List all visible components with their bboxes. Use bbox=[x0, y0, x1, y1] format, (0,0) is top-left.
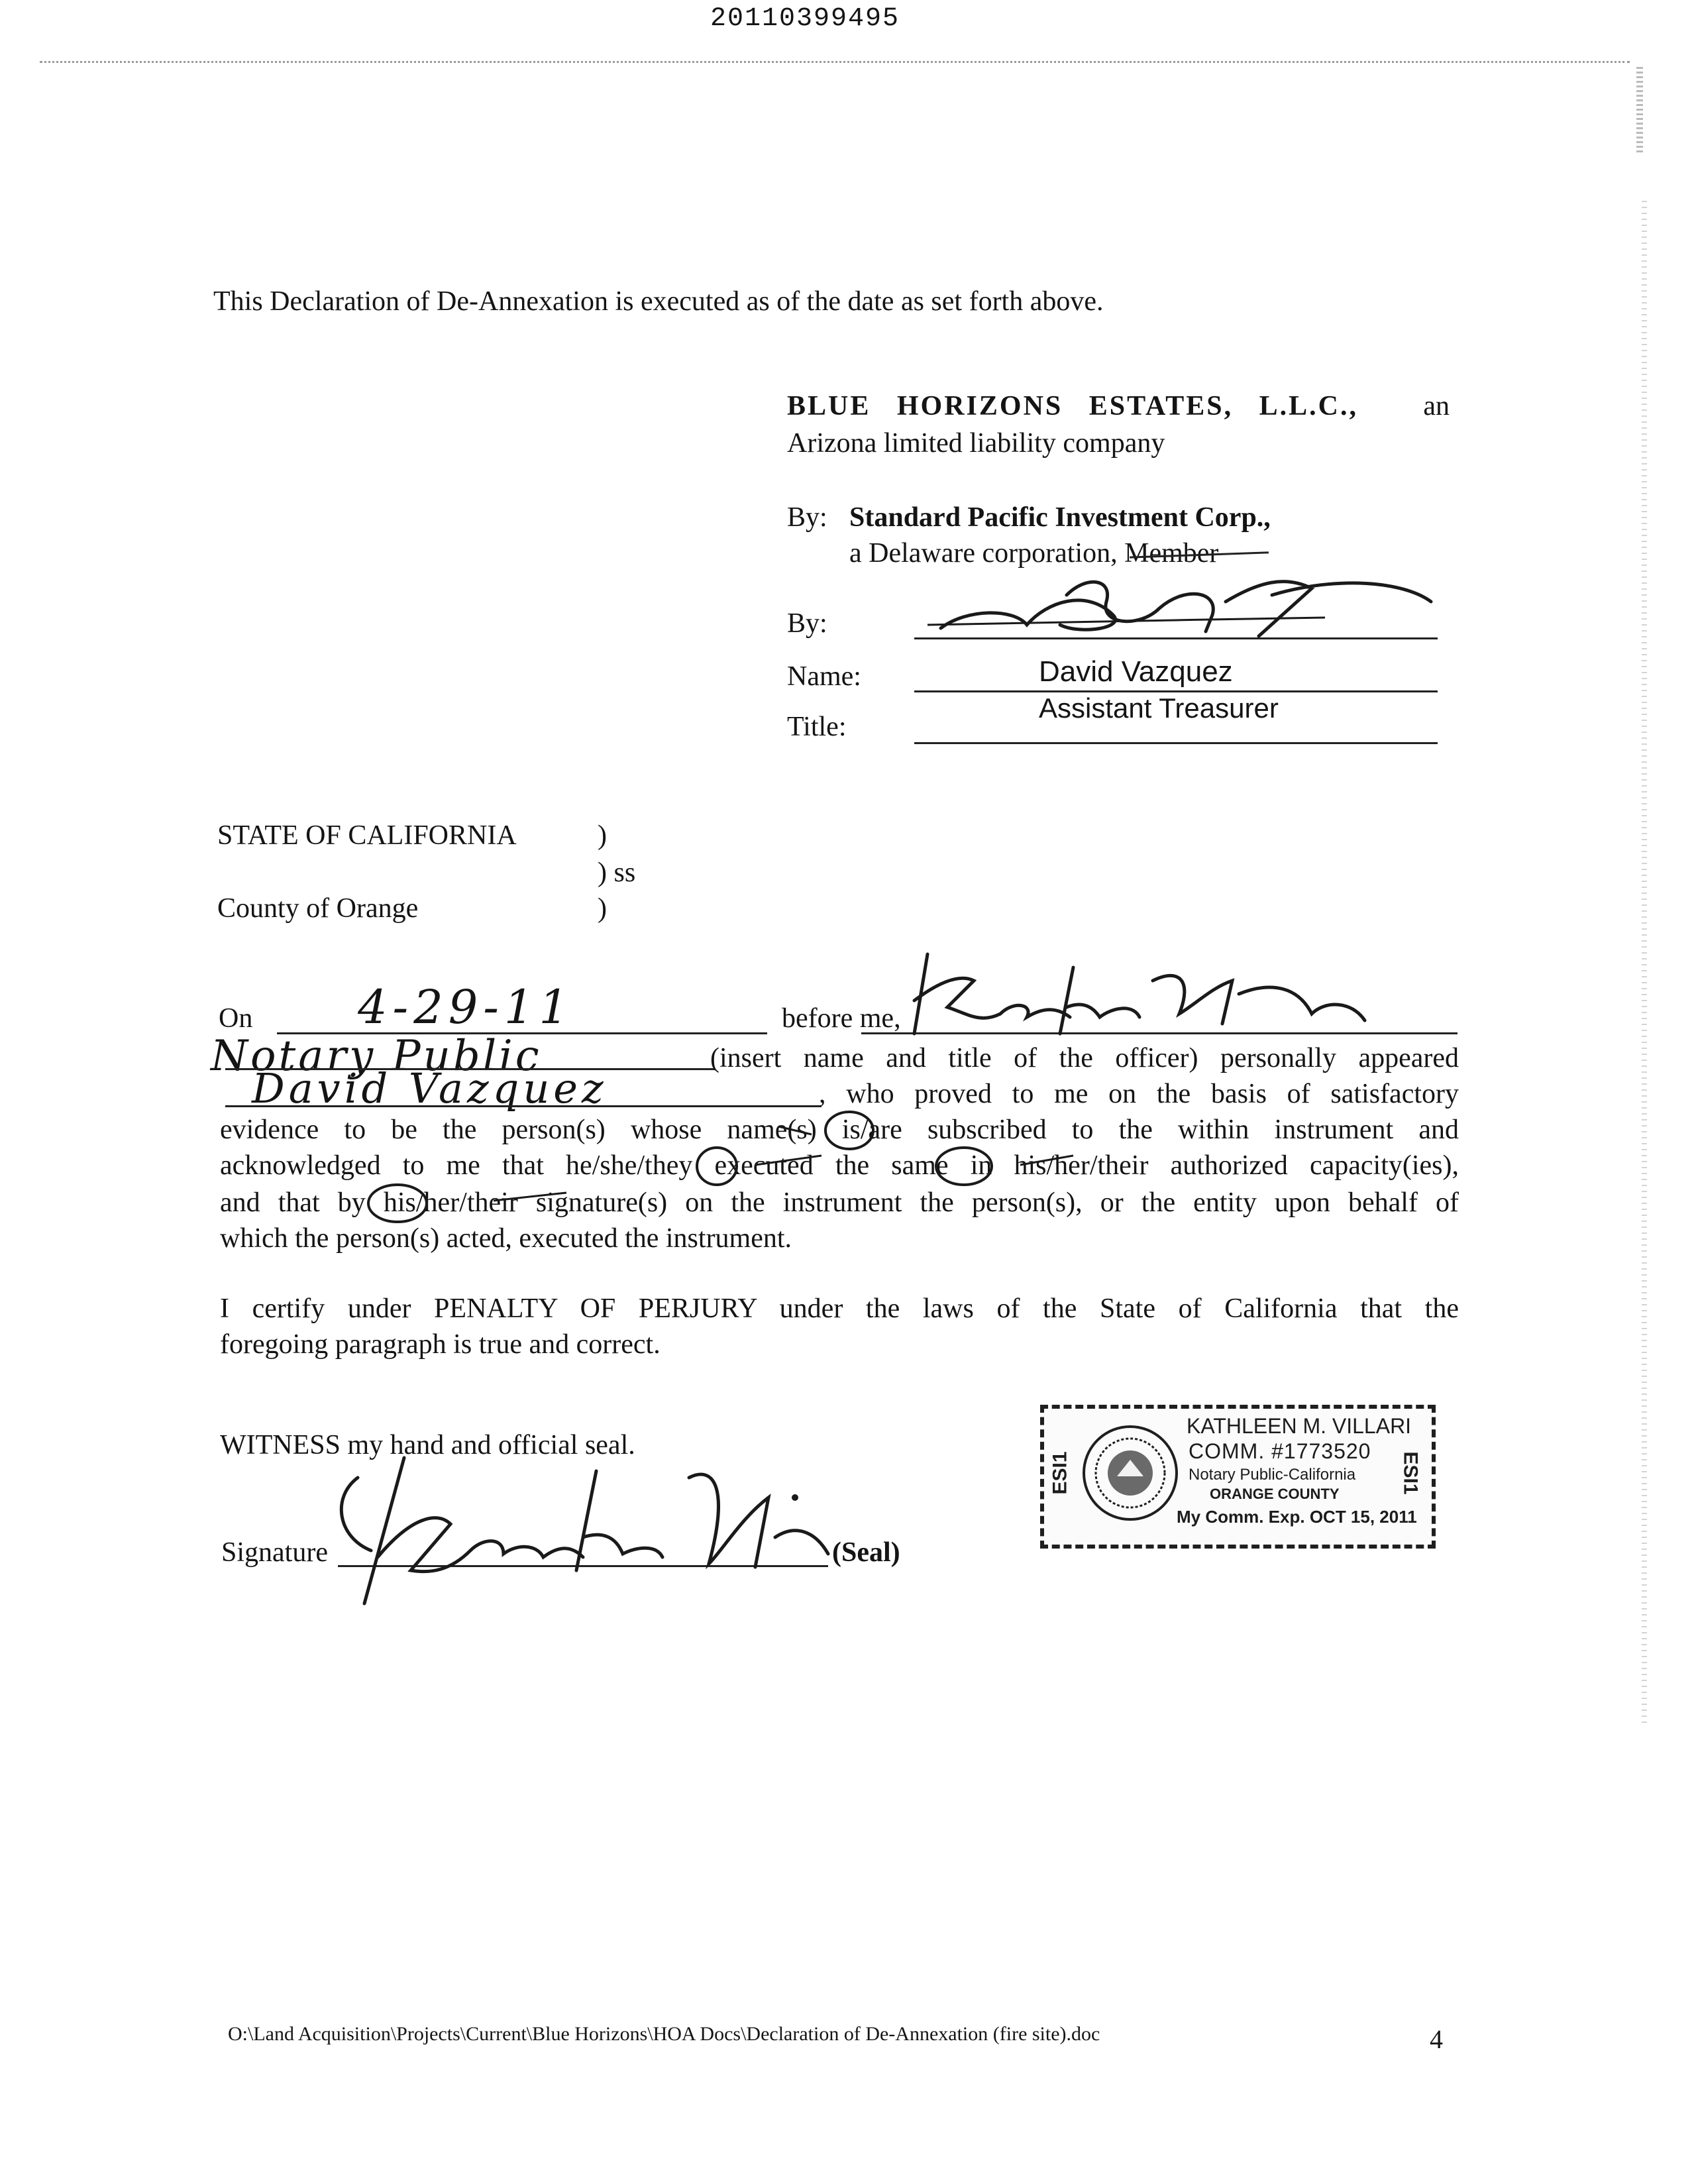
document-number: 20110399495 bbox=[710, 4, 900, 34]
notary-stamp bbox=[1040, 1405, 1436, 1549]
signature-label: Signature bbox=[221, 1537, 328, 1568]
before-label: before me, bbox=[782, 1003, 901, 1034]
officer-name-signature bbox=[901, 941, 1404, 1047]
venue-paren-1: ) bbox=[598, 820, 607, 851]
seal-label: (Seal) bbox=[832, 1537, 900, 1568]
witness-statement: WITNESS my hand and official seal. bbox=[220, 1430, 635, 1460]
member-name: Standard Pacific Investment Corp., bbox=[849, 502, 1271, 533]
member-desc-text: a Delaware corporation, Member bbox=[849, 538, 1219, 569]
by-label: By: bbox=[787, 502, 827, 533]
certification-line-2: foregoing paragraph is true and correct. bbox=[220, 1329, 661, 1360]
company-name bbox=[787, 390, 1450, 423]
venue-ss: ) ss bbox=[598, 857, 636, 888]
ack-line-5: and that by his/her/their signature(s) on the instrument the person(s), or the entity upon behalf of bbox=[220, 1187, 1459, 1218]
company-name-text: BLUE HORIZONS ESTATES, L.L.C., bbox=[787, 391, 1358, 421]
ack-line-3: evidence to be the person(s) whose name(s) is/are subscribed to the within instrument and bbox=[220, 1115, 1459, 1145]
company-description: Arizona limited liability company bbox=[787, 428, 1165, 459]
footer-file-path: O:\Land Acquisition\Projects\Current\Blue Horizons\HOA Docs\Declaration of De-Annexation (fire site).doc bbox=[228, 2023, 1100, 2045]
ack-line-4: acknowledged to me that he/she/they executed the same in his/her/their authorized capacity(ies), bbox=[220, 1150, 1459, 1181]
notary-signature bbox=[318, 1438, 861, 1610]
scan-noise-right-edge-2 bbox=[1642, 199, 1647, 1723]
name-label: Name: bbox=[787, 661, 861, 692]
ack-line-6: which the person(s) acted, executed the instrument. bbox=[220, 1223, 792, 1254]
signer-name: David Vazquez bbox=[1039, 655, 1233, 688]
certification-line-1: I certify under PENALTY OF PERJURY under the laws of the State of California that the bbox=[220, 1293, 1459, 1324]
state-of-california: STATE OF CALIFORNIA bbox=[217, 820, 517, 851]
title-line bbox=[914, 742, 1438, 744]
closing-statement: This Declaration of De-Annexation is executed as of the date as set forth above. bbox=[213, 286, 1104, 317]
stamp-county: ORANGE COUNTY bbox=[1210, 1486, 1340, 1502]
scan-noise-top bbox=[40, 61, 1630, 63]
stamp-side-code-left: ESI1 bbox=[1049, 1451, 1071, 1495]
notary-seal-icon bbox=[1081, 1423, 1180, 1523]
stamp-side-code-right: ESI1 bbox=[1399, 1451, 1422, 1495]
stamp-expiration: My Comm. Exp. OCT 15, 2011 bbox=[1177, 1507, 1417, 1527]
stamp-notary-name: KATHLEEN M. VILLARI bbox=[1187, 1414, 1412, 1438]
scan-noise-right-edge bbox=[1636, 66, 1643, 152]
by2-label: By: bbox=[787, 608, 827, 639]
ack-line-2-tail: , who proved to me on the basis of satisfactory bbox=[819, 1079, 1459, 1109]
date-handwritten: 4-29-11 bbox=[358, 980, 574, 1034]
signer-title: Assistant Treasurer bbox=[1039, 692, 1279, 724]
ack-markup bbox=[0, 1100, 1696, 1299]
company-name-suffix: an bbox=[1423, 391, 1450, 421]
stamp-notary-title: Notary Public-California bbox=[1189, 1466, 1356, 1484]
authorized-signature bbox=[914, 562, 1444, 641]
venue-paren-2: ) bbox=[598, 893, 607, 924]
title-label: Title: bbox=[787, 712, 847, 742]
page-number: 4 bbox=[1430, 2024, 1443, 2054]
stamp-commission: COMM. #1773520 bbox=[1189, 1439, 1371, 1463]
county-of-orange: County of Orange bbox=[217, 893, 419, 924]
officer-title-handwritten: Notary Public bbox=[211, 1032, 542, 1081]
on-label: On bbox=[219, 1003, 253, 1034]
ack-line-1-tail: (insert name and title of the officer) personally appeared bbox=[710, 1043, 1459, 1073]
appeared-name-handwritten: David Vazquez bbox=[252, 1064, 608, 1113]
